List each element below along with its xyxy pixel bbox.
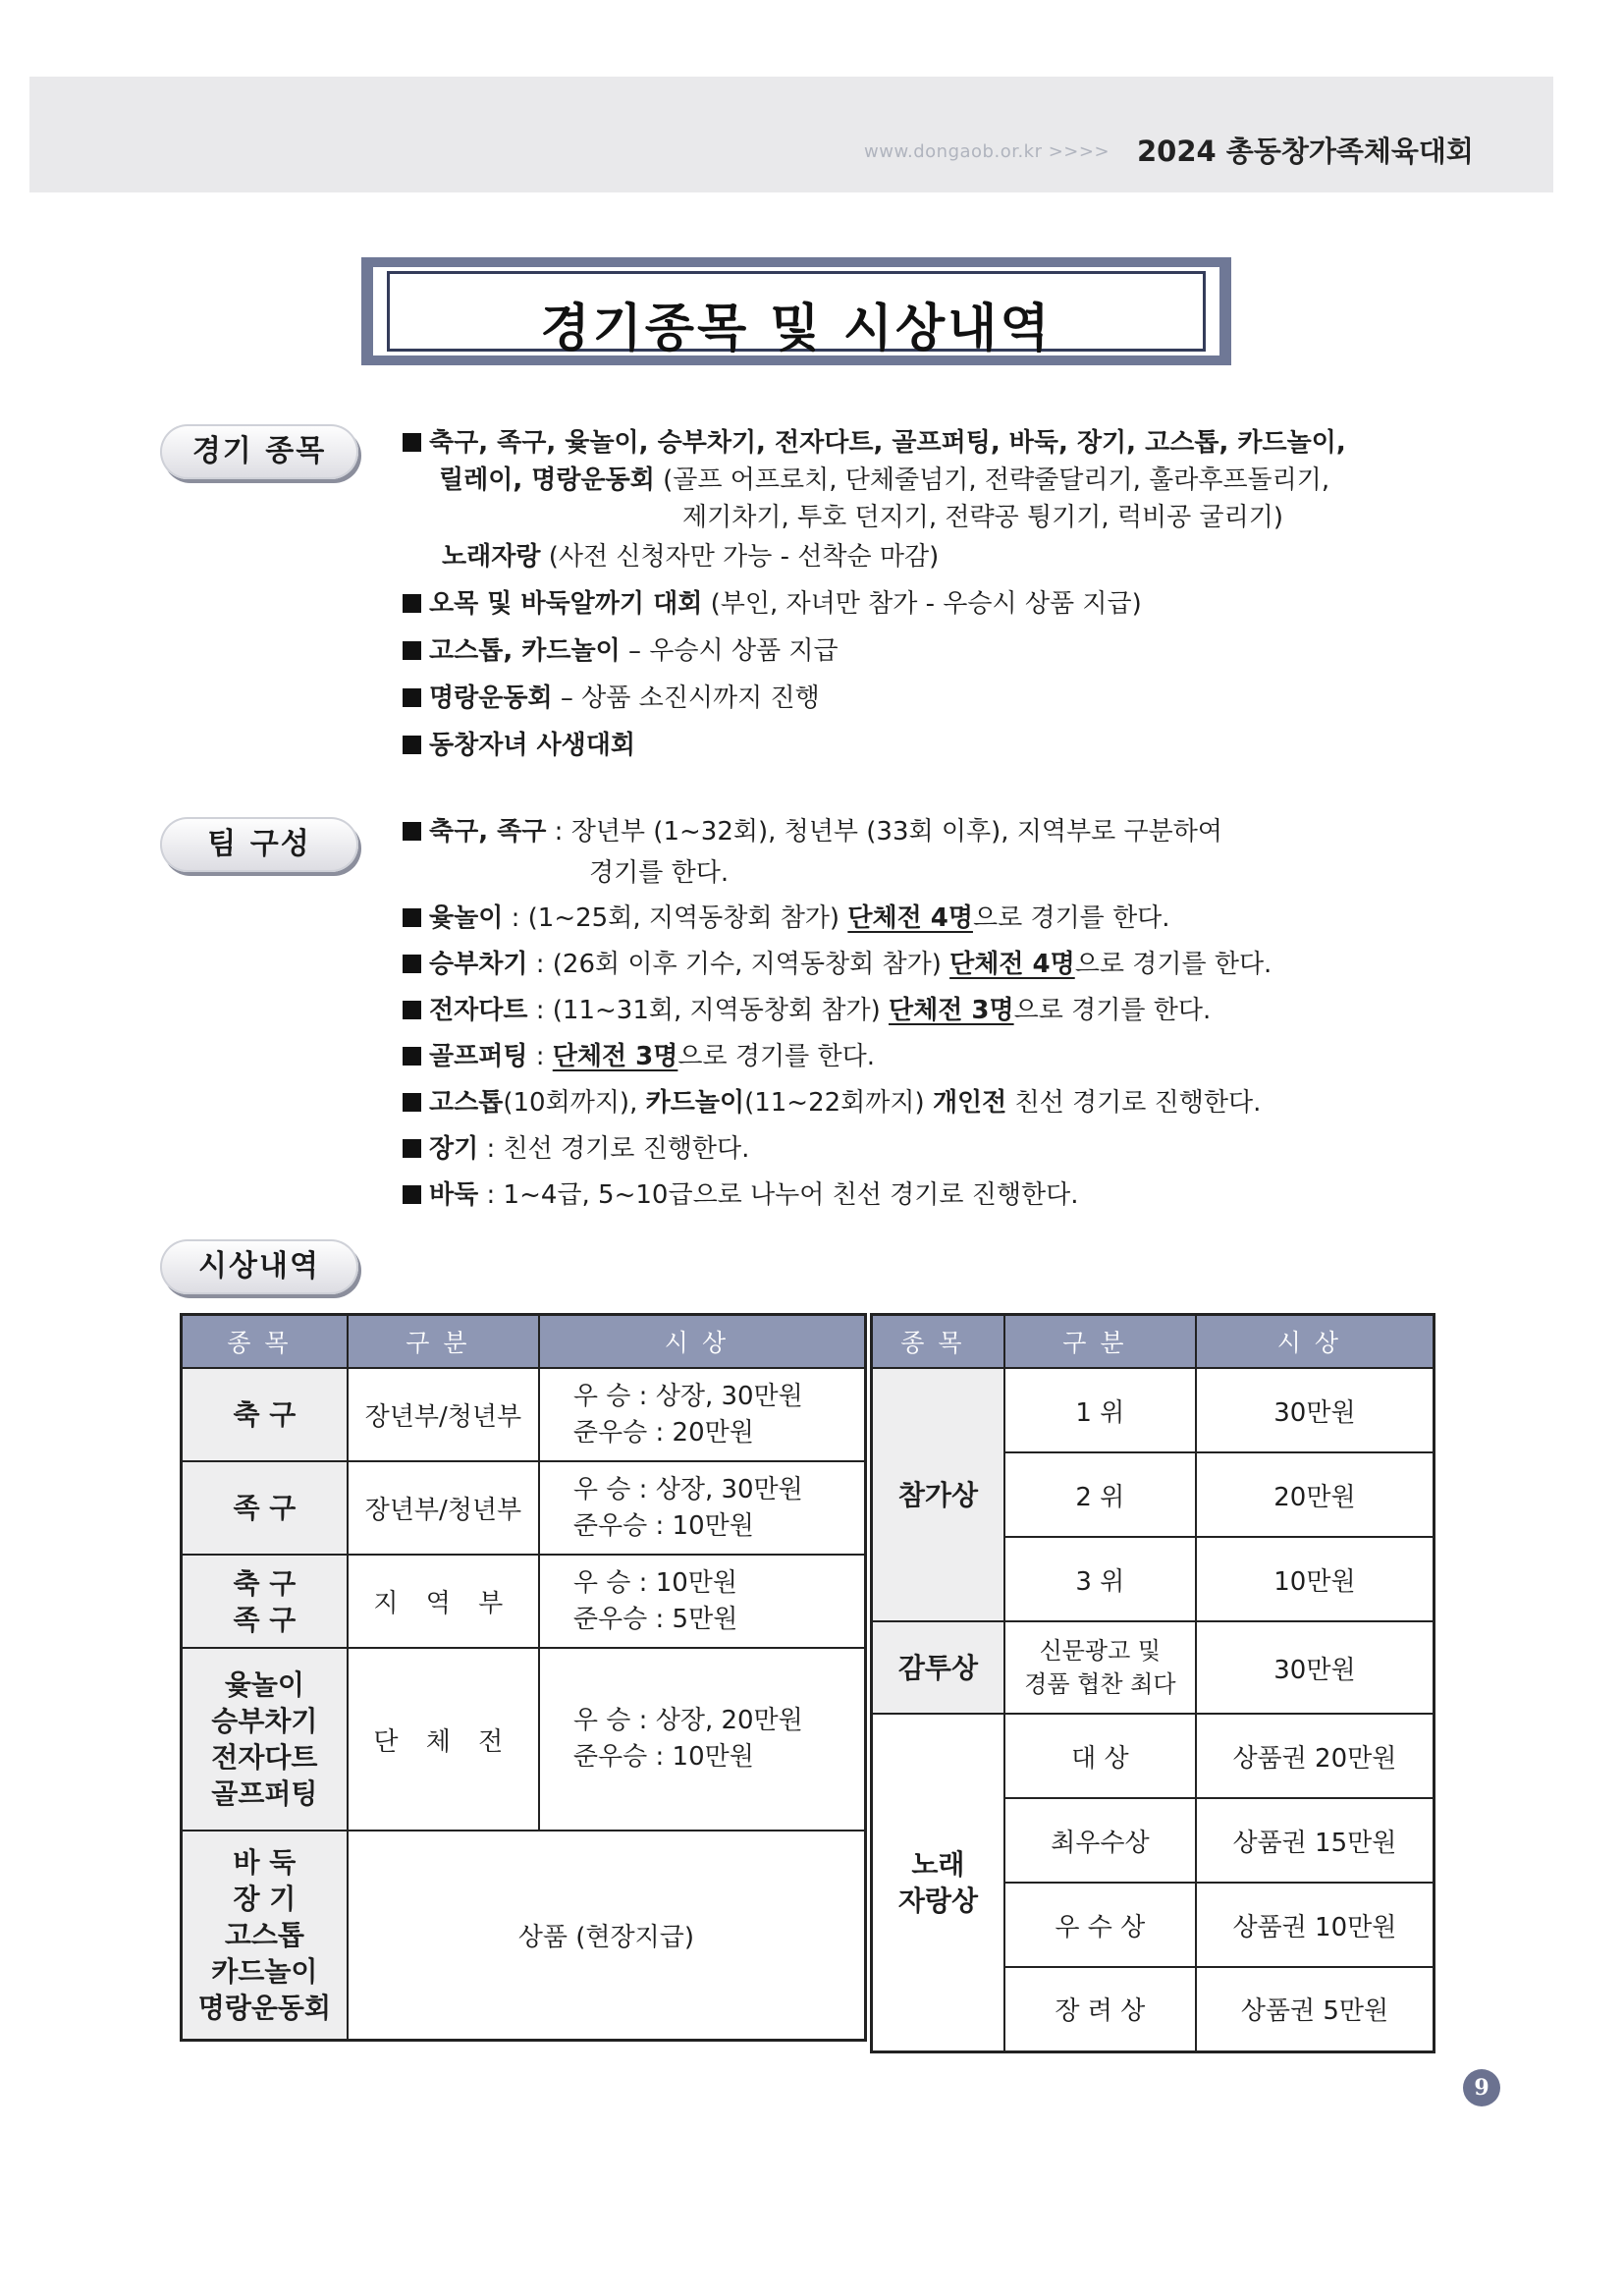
table-header: 구분 xyxy=(348,1315,539,1369)
event-cell: 바 둑 장 기 고스톱 카드놀이 명랑운동회 xyxy=(182,1831,348,2040)
team-line-4: 전자다트 : (11~31회, 지역동창회 참가) 단체전 3명으로 경기를 한다. xyxy=(403,990,1211,1026)
division-cell: 최우수상 xyxy=(1004,1798,1196,1883)
table-row xyxy=(872,1368,1435,1452)
awards-table-left xyxy=(180,1313,867,2042)
event-line-7: 명랑운동회 – 상품 소진시까지 진행 xyxy=(403,678,820,714)
event-cell: 감투상 xyxy=(872,1621,1004,1714)
header-url: www.dongaob.or.kr >>>> xyxy=(864,141,1110,162)
division-cell: 신문광고 및 경품 협찬 최다 xyxy=(1004,1621,1196,1714)
event-cell: 축 구 족 구 xyxy=(182,1555,348,1648)
page-title-box xyxy=(361,257,1231,365)
bullet-square-icon xyxy=(403,1001,421,1019)
event-line-5: 오목 및 바둑알까기 대회 (부인, 자녀만 참가 - 우승시 상품 지급) xyxy=(403,583,1142,620)
prize-cell: 상품권 20만원 xyxy=(1196,1714,1435,1798)
division-cell: 2 위 xyxy=(1004,1452,1196,1537)
event-cell: 축 구 xyxy=(182,1368,348,1461)
team-line-7: 장기 : 친선 경기로 진행한다. xyxy=(403,1128,749,1165)
table-row xyxy=(872,1714,1435,1798)
table-row xyxy=(182,1555,866,1648)
division-cell: 대 상 xyxy=(1004,1714,1196,1798)
prize-cell: 우 승 : 상장, 20만원 준우승 : 10만원 xyxy=(539,1648,866,1831)
bullet-square-icon xyxy=(403,688,421,707)
division-cell: 장년부/청년부 xyxy=(348,1461,539,1555)
team-line-1: 축구, 족구 : 장년부 (1~32회), 청년부 (33회 이후), 지역부로 구분하여 xyxy=(403,811,1222,847)
table-row xyxy=(182,1368,866,1461)
header-event-title: 2024 총동창가족체육대회 xyxy=(1137,135,1474,168)
bullet-square-icon xyxy=(403,955,421,973)
prize-cell: 상품권 15만원 xyxy=(1196,1798,1435,1883)
table-header: 종목 xyxy=(872,1315,1004,1369)
event-line-8: 동창자녀 사생대회 xyxy=(403,725,635,761)
event-line-4: 노래자랑 (사전 신청자만 가능 - 선착순 마감) xyxy=(442,542,940,572)
division-cell: 우 수 상 xyxy=(1004,1883,1196,1967)
prize-cell: 우 승 : 상장, 30만원 준우승 : 10만원 xyxy=(539,1461,866,1555)
prize-cell: 우 승 : 10만원 준우승 : 5만원 xyxy=(539,1555,866,1648)
bullet-square-icon xyxy=(403,1047,421,1066)
bullet-square-icon xyxy=(403,736,421,754)
team-line-2: 윷놀이 : (1~25회, 지역동창회 참가) 단체전 4명으로 경기를 한다. xyxy=(403,898,1170,934)
prize-cell: 상품권 10만원 xyxy=(1196,1883,1435,1967)
bullet-square-icon xyxy=(403,908,421,927)
page-title: 경기종목 및 시상내역 xyxy=(540,300,1053,358)
table-header: 시상 xyxy=(539,1315,866,1369)
division-cell: 장년부/청년부 xyxy=(348,1368,539,1461)
division-cell: 지 역 부 xyxy=(348,1555,539,1648)
event-cell: 윷놀이 승부차기 전자다트 골프퍼팅 xyxy=(182,1648,348,1831)
bullet-square-icon xyxy=(403,822,421,841)
division-cell: 1 위 xyxy=(1004,1368,1196,1452)
bullet-square-icon xyxy=(403,433,421,452)
event-cell: 노래 자랑상 xyxy=(872,1714,1004,2051)
event-cell: 참가상 xyxy=(872,1368,1004,1621)
event-line-2: 릴레이, 명랑운동회 (골프 어프로치, 단체줄넘기, 전략줄달리기, 훌라후프돌리기, xyxy=(439,465,1330,495)
bullet-square-icon xyxy=(403,641,421,660)
prize-cell: 우 승 : 상장, 30만원 준우승 : 20만원 xyxy=(539,1368,866,1461)
bullet-square-icon xyxy=(403,1185,421,1204)
table-row xyxy=(182,1648,866,1831)
event-line-3: 제기차기, 투호 던지기, 전략공 튕기기, 럭비공 굴리기) xyxy=(682,503,1283,532)
table-row xyxy=(182,1831,866,2040)
table-row xyxy=(182,1461,866,1555)
team-line-8: 바둑 : 1~4급, 5~10급으로 나누어 친선 경기로 진행한다. xyxy=(403,1175,1079,1211)
division-cell: 3 위 xyxy=(1004,1537,1196,1621)
prize-cell: 상품권 5만원 xyxy=(1196,1967,1435,2051)
prize-cell: 상품 (현장지급) xyxy=(348,1831,866,2040)
team-line-1-cont: 경기를 한다. xyxy=(589,858,730,888)
table-header: 종목 xyxy=(182,1315,348,1369)
section-label-awards: 시상내역 xyxy=(160,1239,358,1294)
team-line-6: 고스톱(10회까지), 카드놀이(11~22회까지) 개인전 친선 경기로 진행한다. xyxy=(403,1082,1261,1119)
team-line-3: 승부차기 : (26회 이후 기수, 지역동창회 참가) 단체전 4명으로 경기를 한다. xyxy=(403,944,1272,980)
awards-table-right xyxy=(870,1313,1435,2053)
division-cell: 장 려 상 xyxy=(1004,1967,1196,2051)
prize-cell: 30만원 xyxy=(1196,1368,1435,1452)
bullet-square-icon xyxy=(403,594,421,613)
prize-cell: 30만원 xyxy=(1196,1621,1435,1714)
bullet-square-icon xyxy=(403,1093,421,1112)
prize-cell: 20만원 xyxy=(1196,1452,1435,1537)
event-line-6: 고스톱, 카드놀이 – 우승시 상품 지급 xyxy=(403,630,839,667)
page-number: 9 xyxy=(1463,2069,1500,2106)
section-label-teams: 팀 구성 xyxy=(160,817,358,872)
table-header: 구분 xyxy=(1004,1315,1196,1369)
division-cell: 단 체 전 xyxy=(348,1648,539,1831)
event-line-1: 축구, 족구, 윷놀이, 승부차기, 전자다트, 골프퍼팅, 바둑, 장기, 고스톱, 카드놀이, xyxy=(403,422,1346,459)
section-label-events: 경기 종목 xyxy=(160,424,358,479)
table-row xyxy=(872,1621,1435,1714)
table-header: 시상 xyxy=(1196,1315,1435,1369)
team-line-5: 골프퍼팅 : 단체전 3명으로 경기를 한다. xyxy=(403,1036,875,1072)
prize-cell: 10만원 xyxy=(1196,1537,1435,1621)
bullet-square-icon xyxy=(403,1139,421,1158)
event-cell: 족 구 xyxy=(182,1461,348,1555)
